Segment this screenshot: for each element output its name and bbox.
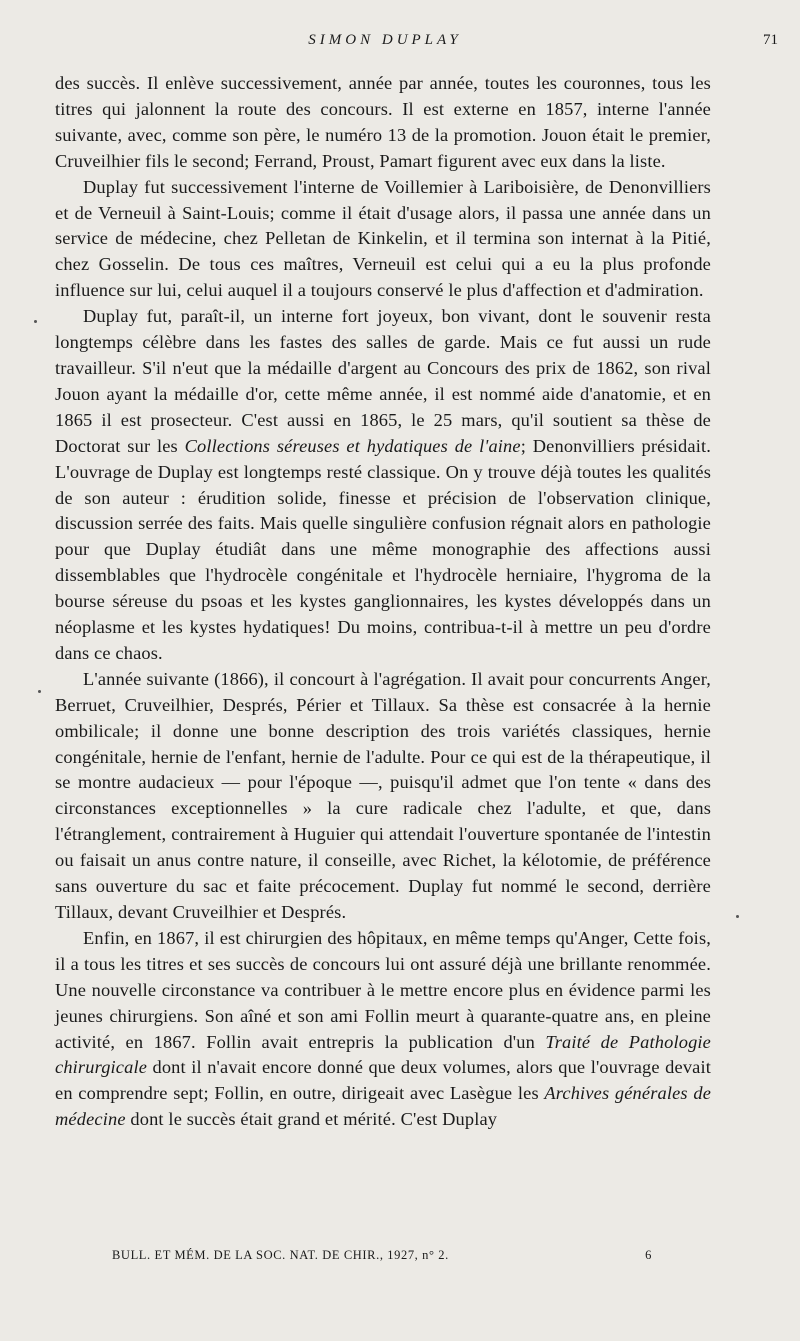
paragraph: [55, 71, 711, 175]
journal-reference: BULL. ET MÉM. DE LA SOC. NAT. DE CHIR., 1927, n° 2.: [112, 1248, 449, 1262]
page-number: 71: [763, 32, 778, 48]
paragraph-text: Enfin, en 1867, il est chirurgien des hôpitaux, en même temps qu'Anger, Cette fois, il a tous les titres et ses succès de concours lui ont assuré déjà une brillante renommée. Une nouvelle circonstance va contribuer à le mettre encore plus en évidence parmi les jeunes chirurgiens. Son aîné et son ami Follin meurt à quarante-quatre ans, en pleine activité, en 1867. Follin avait entrepris la publication d'un: [55, 927, 711, 1052]
paragraph-text: Duplay fut, paraît-il, un interne fort joyeux, bon vivant, dont le souvenir resta longtemps célèbre dans les fastes des salles de garde. Mais ce fut aussi un rude travailleur. S'il n'eut que la médaille d'argent au Concours des prix de 1862, son rival Jouon ayant la médaille d'or, cette même année, il est nommé aide d'anatomie, et en 1865 il est prosecteur. C'est aussi en 1865, le 25 mars, qu'il soutient sa thèse de Doctorat sur les: [55, 306, 711, 456]
paragraph-text: des succès. Il enlève successivement, année par année, toutes les couronnes, tous les titres qui jalonnent la route des concours. Il est externe en 1857, interne l'année suivante, avec, comme son père, le numéro 13 de la promotion. Jouon était le premier, Cruveilhier fils le second; Ferrand, Proust, Pamart figurent avec eux dans la liste.: [55, 73, 711, 171]
body-text: [55, 71, 711, 1133]
print-speck: [34, 320, 37, 323]
paragraph: [55, 175, 711, 305]
print-speck: [38, 690, 41, 693]
paragraph: [55, 667, 711, 926]
print-speck: [736, 915, 739, 918]
running-head-title: SIMON DUPLAY: [308, 32, 462, 48]
paragraph-text: L'année suivante (1866), il concourt à l'agrégation. Il avait pour concurrents Anger, Berruet, Cruveilhier, Després, Périer et Tillaux. Sa thèse est consacrée à la hernie ombilicale; il donne une bonne description des trois variétés classiques, hernie congénitale, hernie de l'enfant, hernie de l'adulte. Pour ce qui est de la thérapeutique, il se montre audacieux — pour l'époque —, puisqu'il admet que l'on tente « dans des circonstances exceptionnelles » la cure radicale chez l'adulte, et que, dans l'étranglement, contrairement à Huguier qui attendait l'ouverture spontanée de l'intestin ou faisait un anus contre nature, il conseille, avec Richet, la kélotomie, de préférence sans ouverture du sac et faite précocement. Duplay fut nommé le second, derrière Tillaux, devant Cruveilhier et Després.: [55, 668, 711, 922]
paragraph-text: Duplay fut successivement l'interne de Voillemier à Lariboisière, de Denonvilliers et de Verneuil à Saint-Louis; comme il était d'usage alors, il passa une année dans un service de médecine, chez Pelletan de Kinkelin, et il termina son internat à la Pitié, chez Gosselin. De tous ces maîtres, Verneuil est celui qui a eu la plus profonde influence sur lui, celui auquel il a toujours conservé le plus d'affection et d'admiration.: [55, 176, 711, 301]
page-footer: [112, 1248, 652, 1268]
running-head: [0, 30, 800, 54]
paragraph: [55, 926, 711, 1133]
italic-title: Traité de Pathologie chirurgicale: [55, 1031, 711, 1078]
paragraph-text: dont le succès était grand et mérité. C'est Duplay: [125, 1109, 498, 1130]
paragraph-text: dont il n'avait encore donné que deux volumes, alors que l'ouvrage devait en comprendre sept; Follin, en outre, dirigeait avec Lasègue les: [55, 1057, 711, 1104]
signature-mark: 6: [645, 1248, 652, 1262]
italic-title: Collections séreuses et hydatiques de l'aine: [184, 435, 521, 456]
paragraph-text: ; Denonvilliers présidait. L'ouvrage de Duplay est longtemps resté classique. On y trouve déjà toutes les qualités de son auteur : érudition solide, finesse et précision de l'observation clinique, discussion serrée des faits. Mais quelle singulière confusion régnait alors en pathologie pour que Duplay étudiât dans une même monographie des affections aussi dissemblables que l'hydrocèle congénitale et l'hydrocèle herniaire, l'hygroma de la bourse séreuse du psoas et les kystes ganglionnaires, les kystes développés dans un néoplasme et les kystes hydatiques! Du moins, contribua-t-il à mettre un peu d'ordre dans ce chaos.: [55, 435, 711, 663]
paragraph: [55, 304, 711, 667]
italic-title: Archives générales de médecine: [55, 1083, 712, 1130]
